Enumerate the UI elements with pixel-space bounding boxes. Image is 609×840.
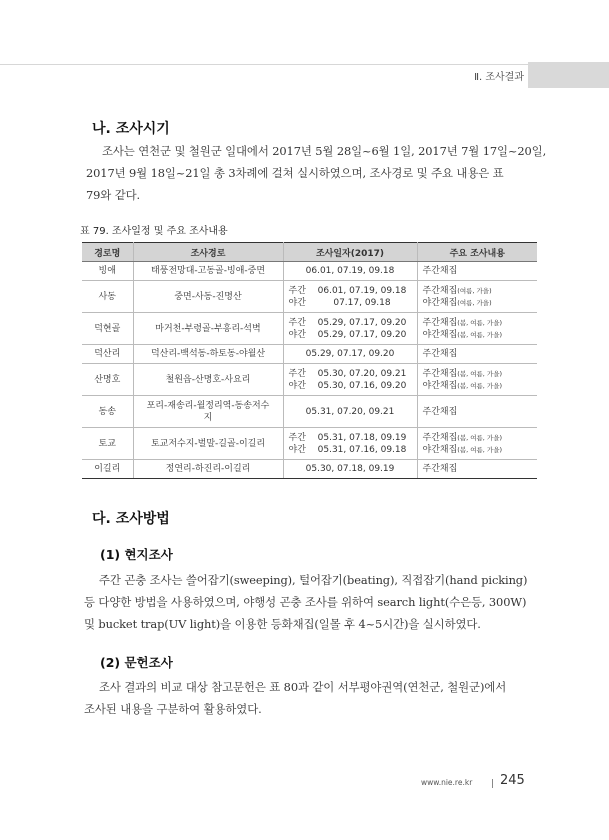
day-label: 주간 xyxy=(288,285,306,296)
route-path-line-2: 지 xyxy=(203,412,213,423)
night-season: (봄, 여름, 가을) xyxy=(457,445,503,454)
route-path: 태풍전망대-고동골-빙애-중면 xyxy=(133,262,283,281)
field-survey-line-2: 등 다양한 방법을 사용하였으며, 야행성 곤충 조사를 위하여 search light(수은등, 300W) xyxy=(84,595,527,609)
route-path: 정연리-하진리-이길리 xyxy=(133,460,283,479)
survey-content: 주간채집 xyxy=(417,262,537,281)
table-row xyxy=(82,364,537,396)
route-name: 사동 xyxy=(82,281,133,313)
field-survey-line-3: 및 bucket trap(UV light)을 이용한 등화채집(일몰 후 4~5시간)을 실시하였다. xyxy=(84,617,481,631)
day-date: 06.01, 07.19, 09.18 xyxy=(317,285,407,296)
survey-content xyxy=(417,428,537,460)
survey-content xyxy=(417,313,537,345)
day-content: 주간채집 xyxy=(422,432,458,443)
day-date: 05.31, 07.18, 09.19 xyxy=(317,432,407,443)
night-content: 야간채집 xyxy=(422,329,458,340)
header-rule xyxy=(0,64,528,65)
survey-content: 주간채집 xyxy=(417,396,537,428)
route-path: 토교저수지-벌말-길골-이길리 xyxy=(133,428,283,460)
route-name: 산명호 xyxy=(82,364,133,396)
page-number: 245 xyxy=(500,773,525,788)
heading-field-survey: (1) 현지조사 xyxy=(100,547,173,562)
night-label: 야간 xyxy=(288,444,306,455)
night-content: 야간채집 xyxy=(422,444,458,455)
field-survey-line-1: 주간 곤충 조사는 쓸어잡기(sweeping), 털어잡기(beating), 직접잡기(hand picking) xyxy=(99,573,528,587)
night-season: (여름, 가을) xyxy=(457,298,492,307)
night-label: 야간 xyxy=(288,297,306,308)
survey-date xyxy=(283,428,417,460)
survey-content: 주간채집 xyxy=(417,345,537,364)
day-season: (봄, 여름, 가을) xyxy=(457,318,503,327)
day-label: 주간 xyxy=(288,317,306,328)
route-name: 빙애 xyxy=(82,262,133,281)
night-season: (봄, 여름, 가을) xyxy=(457,330,503,339)
day-content: 주간채집 xyxy=(422,317,458,328)
route-name: 이길리 xyxy=(82,460,133,479)
day-season: (봄, 여름, 가을) xyxy=(457,369,503,378)
table-row xyxy=(82,281,537,313)
footer-url: www.nie.re.kr xyxy=(421,778,473,787)
survey-content: 주간채집 xyxy=(417,460,537,479)
survey-period-line-1: 조사는 연천군 및 철원군 일대에서 2017년 5월 28일~6월 1일, 2017년 7월 17일~20일, xyxy=(102,144,547,158)
survey-date xyxy=(283,313,417,345)
night-date: 05.30, 07.16, 09.20 xyxy=(317,380,407,391)
survey-date: 05.29, 07.17, 09.20 xyxy=(283,345,417,364)
survey-content xyxy=(417,364,537,396)
day-content: 주간채집 xyxy=(422,368,458,379)
survey-date: 05.30, 07.18, 09.19 xyxy=(283,460,417,479)
route-name: 덕현골 xyxy=(82,313,133,345)
heading-literature-survey: (2) 문헌조사 xyxy=(100,655,173,670)
night-label: 야간 xyxy=(288,329,306,340)
route-name: 토교 xyxy=(82,428,133,460)
running-header: Ⅱ. 조사결과 xyxy=(474,72,524,83)
table-row xyxy=(82,313,537,345)
day-season: (여름, 가을) xyxy=(457,286,492,295)
col-header-date: 조사일자(2017) xyxy=(283,243,417,262)
route-name: 동송 xyxy=(82,396,133,428)
route-path-line-1: 포리-재송리-월정리역-동송저수 xyxy=(146,400,270,411)
route-path: 중면-사동-진명산 xyxy=(133,281,283,313)
survey-period-line-3: 79와 같다. xyxy=(86,188,141,202)
survey-schedule-table xyxy=(82,242,537,479)
table-caption: 표 79. 조사일정 및 주요 조사내용 xyxy=(80,226,228,237)
table-row xyxy=(82,396,537,428)
header-band xyxy=(528,62,609,88)
day-label: 주간 xyxy=(288,368,306,379)
night-date: 05.31, 07.16, 09.18 xyxy=(317,444,407,455)
col-header-route-name: 경로명 xyxy=(82,243,133,262)
literature-survey-line-1: 조사 결과의 비교 대상 참고문헌은 표 80과 같이 서부평야권역(연천군, 철원군)에서 xyxy=(99,680,507,694)
col-header-content: 주요 조사내용 xyxy=(417,243,537,262)
night-date: 07.17, 09.18 xyxy=(333,297,391,308)
day-label: 주간 xyxy=(288,432,306,443)
literature-survey-line-2: 조사된 내용을 구분하여 활용하였다. xyxy=(84,702,262,716)
day-date: 05.30, 07.20, 09.21 xyxy=(317,368,407,379)
footer-separator xyxy=(492,779,493,788)
col-header-route: 조사경로 xyxy=(133,243,283,262)
route-path: 마거천-부령골-부흥리-석벽 xyxy=(133,313,283,345)
table-row xyxy=(82,428,537,460)
survey-period-line-2: 2017년 9월 18일~21일 총 3차례에 걸쳐 실시하였으며, 조사경로 및 주요 내용은 표 xyxy=(86,166,504,180)
day-content: 주간채집 xyxy=(422,285,458,296)
night-content: 야간채집 xyxy=(422,380,458,391)
night-season: (봄, 여름, 가을) xyxy=(457,381,503,390)
heading-survey-method: 다. 조사방법 xyxy=(92,511,170,527)
table-header-row xyxy=(82,243,537,262)
table-row xyxy=(82,345,537,364)
heading-survey-period: 나. 조사시기 xyxy=(92,121,170,137)
night-date: 05.29, 07.17, 09.20 xyxy=(317,329,407,340)
survey-date: 05.31, 07.20, 09.21 xyxy=(283,396,417,428)
table-row xyxy=(82,262,537,281)
survey-date: 06.01, 07.19, 09.18 xyxy=(283,262,417,281)
survey-date xyxy=(283,364,417,396)
route-name: 덕산리 xyxy=(82,345,133,364)
route-path: 덕산리-백석동-하토동-야월산 xyxy=(133,345,283,364)
survey-date xyxy=(283,281,417,313)
route-path: 철원읍-산명호-사요리 xyxy=(133,364,283,396)
night-label: 야간 xyxy=(288,380,306,391)
night-content: 야간채집 xyxy=(422,297,458,308)
route-path xyxy=(133,396,283,428)
table-row xyxy=(82,460,537,479)
day-date: 05.29, 07.17, 09.20 xyxy=(317,317,407,328)
day-season: (봄, 여름, 가을) xyxy=(457,433,503,442)
survey-content xyxy=(417,281,537,313)
